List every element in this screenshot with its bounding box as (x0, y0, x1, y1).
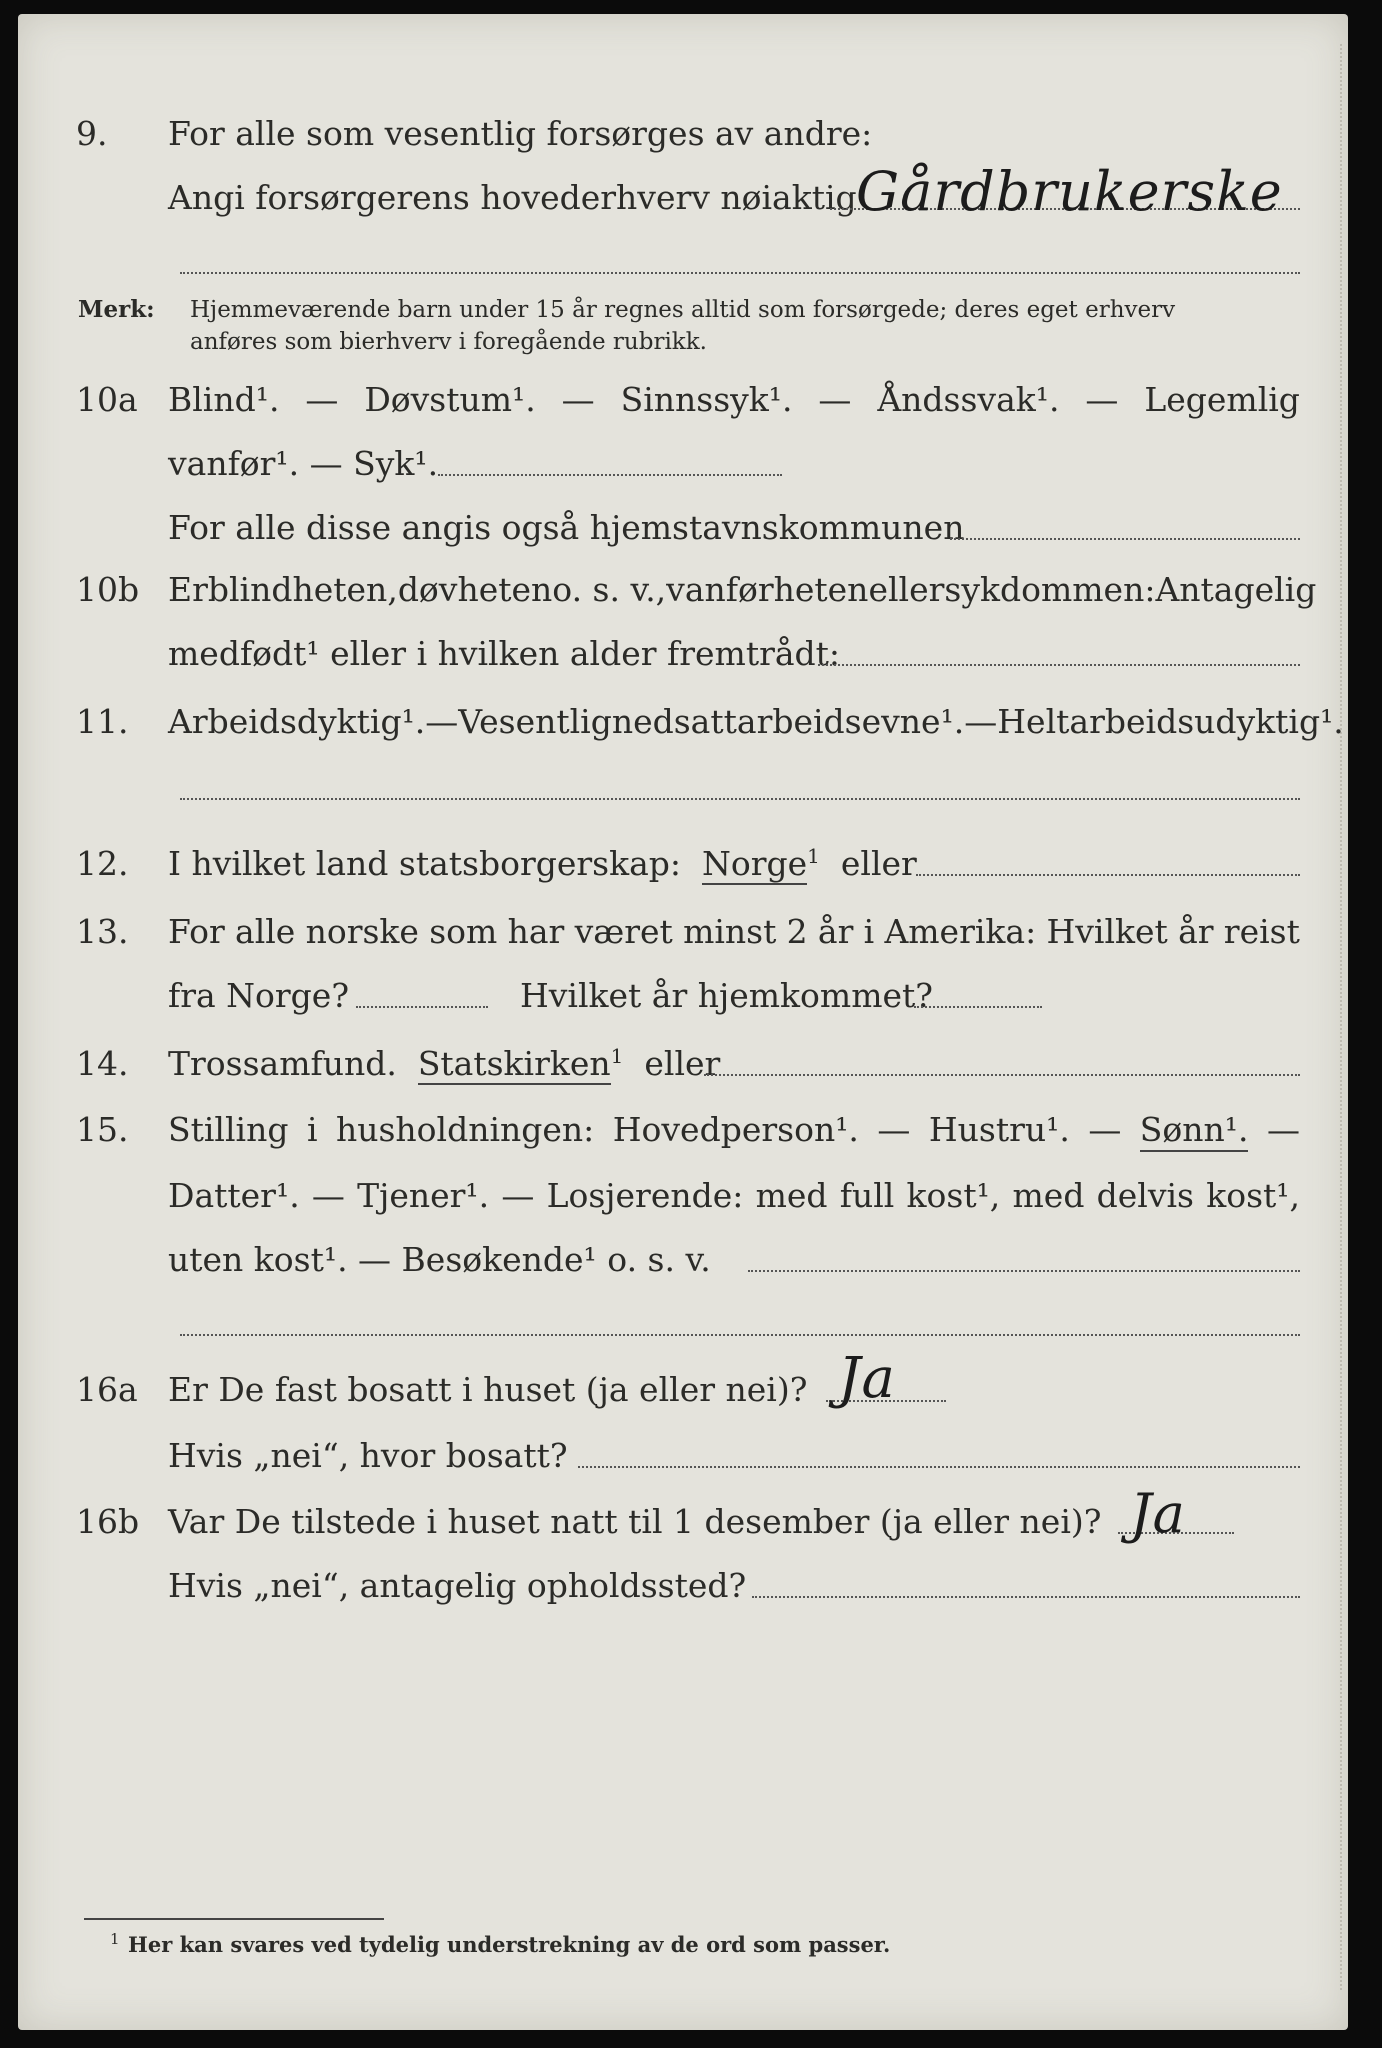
q15-options-2 (168, 1176, 1300, 1216)
q15-word: husholdningen: (335, 1110, 595, 1149)
q13-word: Amerika: (884, 912, 1037, 951)
q11-word[interactable]: arbeidsudyktig¹. (1069, 702, 1344, 741)
q16a-handwritten-answer: Ja (838, 1346, 896, 1411)
q16b-text-1: Var De tilstede i huset natt til 1 desember (ja eller nei)? (168, 1502, 1102, 1541)
q10a-word[interactable]: Åndssvak¹. (877, 380, 1060, 419)
q10b-word: døvheten (397, 570, 553, 609)
q15-word[interactable]: kost¹, (906, 1176, 1001, 1215)
q13-text-2b: Hvilket år hjemkommet? (520, 976, 933, 1015)
q9-text-2: Angi forsørgerens hovederhverv nøiaktig (168, 178, 857, 217)
q15-word[interactable]: full (839, 1176, 895, 1215)
merk-text-2: anføres som bierhverv i foregående rubrikk. (190, 329, 707, 355)
q13-hjemkommet-line[interactable] (914, 976, 1042, 1008)
q15-word: Stilling (168, 1110, 289, 1149)
q12-answer-line[interactable] (916, 844, 1300, 876)
q10b-word: Er (168, 570, 208, 609)
q9-text-1: For alle som vesentlig forsørges av andre: (168, 114, 873, 153)
q10a-word[interactable]: Legemlig (1144, 380, 1300, 419)
q10a-dash: — (561, 380, 595, 419)
q15-word[interactable]: kost¹, (1206, 1176, 1300, 1215)
q11-options (168, 702, 1344, 742)
q15-text-3: uten kost¹. — Besøkende¹ o. s. v. (168, 1240, 711, 1279)
footnote-rule (84, 1918, 384, 1920)
footnote-marker: 1 (110, 1930, 120, 1948)
q14-answer-line[interactable] (704, 1044, 1300, 1076)
q13-word: 2 (786, 912, 808, 951)
q10a-word[interactable]: Blind¹. (168, 380, 280, 419)
q10b-text-1 (168, 570, 1317, 610)
q10a-dash: — (305, 380, 339, 419)
perforated-edge (1334, 44, 1342, 1990)
q15-word[interactable]: Hustru¹. (928, 1110, 1070, 1149)
q10b-word: Antagelig (1155, 570, 1317, 609)
q15-options-1 (168, 1110, 1300, 1152)
q13-word: år (817, 912, 854, 951)
footnote-text: Her kan svares ved tydelig understrekning av de ord som passer. (128, 1932, 891, 1957)
q15-word[interactable]: Datter¹. (168, 1176, 300, 1215)
q10a-options (168, 380, 1300, 420)
q11-word[interactable]: Vesentlig (458, 702, 612, 741)
q10b-answer-line[interactable] (818, 634, 1300, 666)
q10a-text-2: vanfør¹. — Syk¹. (168, 444, 439, 483)
q16b-opholdssted-line[interactable] (752, 1566, 1300, 1598)
q16b-text-2: Hvis „nei“, antagelig opholdssted? (168, 1566, 747, 1605)
q13-word: Hvilket (1046, 912, 1168, 951)
q11-dash: — (964, 702, 998, 741)
q14-number: 14. (76, 1044, 129, 1083)
q10a-word[interactable]: Sinnssyk¹. (620, 380, 793, 419)
q15-word[interactable]: med (1012, 1176, 1085, 1215)
q16a-text-1: Er De fast bosatt i huset (ja eller nei)? (168, 1370, 808, 1409)
q10b-word: o. s. v., (552, 570, 667, 609)
q13-word: som (429, 912, 498, 951)
q12-eller: eller (840, 844, 917, 883)
q11-word[interactable]: arbeidsevne¹. (736, 702, 965, 741)
q16b-handwritten-answer: Ja (1130, 1482, 1186, 1545)
q15-word: Losjerende: (546, 1176, 744, 1215)
q9-number: 9. (76, 114, 108, 153)
q13-word: reist (1223, 912, 1300, 951)
q15-word[interactable]: Hovedperson¹. (612, 1110, 859, 1149)
census-form-sheet (18, 14, 1348, 2030)
q13-text-2a: fra Norge? (168, 976, 350, 1015)
q16a-number: 16a (76, 1370, 138, 1409)
q15-dash: — (1266, 1110, 1300, 1149)
q13-word: været (574, 912, 673, 951)
q12-number: 12. (76, 844, 129, 883)
q9-handwritten-answer: Gårdbrukerske (856, 160, 1283, 223)
q13-word: år (1178, 912, 1214, 951)
q15-sonn-option[interactable]: Sønn¹. (1140, 1110, 1249, 1152)
q14-question: Trossamfund. (168, 1044, 397, 1083)
q10a-dash: — (818, 380, 852, 419)
q16a-text-2: Hvis „nei“, hvor bosatt? (168, 1436, 568, 1475)
q10a-number: 10a (76, 380, 138, 419)
q15-number: 15. (76, 1110, 129, 1149)
q15-extra-line[interactable] (180, 1334, 1300, 1336)
q13-number: 13. (76, 912, 129, 951)
q15-dash: — (501, 1176, 535, 1215)
q10b-word: vanførheten (666, 570, 869, 609)
q11-dash: — (425, 702, 459, 741)
q11-number: 11. (76, 702, 129, 741)
q16b-number: 16b (76, 1502, 140, 1541)
q13-reist-line[interactable] (356, 976, 488, 1008)
q15-dash: — (311, 1176, 345, 1215)
q10b-word: blindheten, (207, 570, 398, 609)
q14-eller: eller (644, 1044, 721, 1083)
q15-word[interactable]: Tjener¹. (357, 1176, 490, 1215)
q10a-word[interactable]: Døvstum¹. (364, 380, 536, 419)
q11-word[interactable]: nedsatt (611, 702, 737, 741)
merk-text-1: Hjemmeværende barn under 15 år regnes alltid som forsørgede; deres eget erhverv (190, 297, 1176, 323)
q13-word: minst (683, 912, 777, 951)
q10a-dash: — (1085, 380, 1119, 419)
q9-extra-line[interactable] (180, 272, 1300, 274)
q15-word[interactable]: med (755, 1176, 828, 1215)
q10a-syk-line[interactable] (438, 444, 782, 476)
q10a-text-3: For alle disse angis også hjemstavnskommunen (168, 508, 965, 547)
q13-word: har (507, 912, 565, 951)
q16a-bosatt-line[interactable] (578, 1436, 1300, 1468)
q10b-number: 10b (76, 570, 140, 609)
q13-word: For (168, 912, 225, 951)
q15-dash: — (1088, 1110, 1122, 1149)
q11-word[interactable]: Arbeidsdyktig¹. (168, 702, 426, 741)
q13-word: alle (235, 912, 296, 951)
q12-question: I hvilket land statsborgerskap: (168, 844, 682, 883)
merk-label: Merk: (78, 296, 155, 323)
q15-answer-line[interactable] (748, 1240, 1300, 1272)
q10b-word: sykdommen: (944, 570, 1156, 609)
q13-text-1 (168, 912, 1300, 952)
q11-answer-line[interactable] (180, 798, 1300, 800)
q11-word[interactable]: Helt (997, 702, 1070, 741)
q15-word: i (306, 1110, 318, 1149)
q12-norge-option[interactable]: Norge (702, 844, 808, 883)
q10a-kommune-line[interactable] (950, 508, 1300, 540)
q13-word: norske (305, 912, 419, 951)
q14-text: Trossamfund. Statskirken$^1$ eller (168, 1044, 721, 1083)
q14-statskirken-option[interactable]: Statskirken (417, 1044, 611, 1083)
q15-dash: — (877, 1110, 911, 1149)
q15-word[interactable]: delvis (1096, 1176, 1194, 1215)
q12-text: I hvilket land statsborgerskap: Norge$^1$ eller (168, 844, 917, 883)
q10b-text-2: medfødt¹ eller i hvilken alder fremtrådt: (168, 634, 841, 673)
q10b-word: eller (868, 570, 945, 609)
q13-word: i (863, 912, 875, 951)
